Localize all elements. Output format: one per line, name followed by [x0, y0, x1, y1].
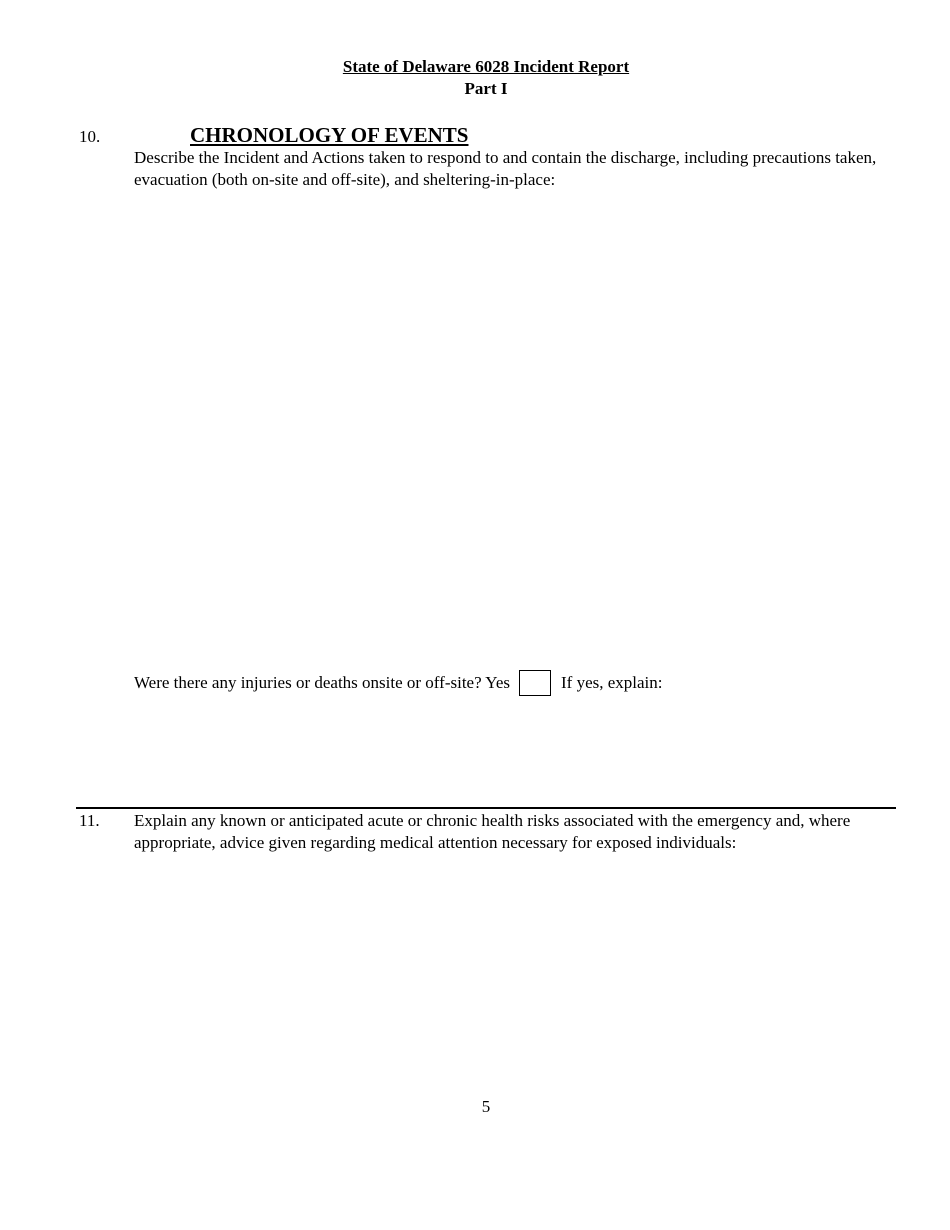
injury-followup-text: If yes, explain: — [561, 673, 663, 692]
page-number: 5 — [481, 1097, 491, 1116]
report-part: Part I — [464, 79, 508, 98]
section-10-description: Describe the Incident and Actions taken to respond to and contain the discharge, including precautions taken, evacuation (both on-site and off-site), and sheltering-in-place: — [134, 148, 877, 189]
injury-question-text: Were there any injuries or deaths onsite or off-site? Yes — [134, 673, 510, 692]
section-divider — [76, 807, 896, 809]
section-10-heading: CHRONOLOGY OF EVENTS — [190, 123, 469, 147]
section-11-description: Explain any known or anticipated acute or chronic health risks associated with the emergency and, where appropriate, advice given regarding medical attention necessary for exposed individuals: — [134, 811, 851, 852]
report-title: State of Delaware 6028 Incident Report — [342, 57, 630, 76]
injury-question-row — [134, 668, 663, 698]
section-10-number: 10. — [79, 127, 101, 146]
injury-yes-checkbox[interactable] — [519, 670, 551, 696]
section-11-number: 11. — [79, 811, 100, 830]
